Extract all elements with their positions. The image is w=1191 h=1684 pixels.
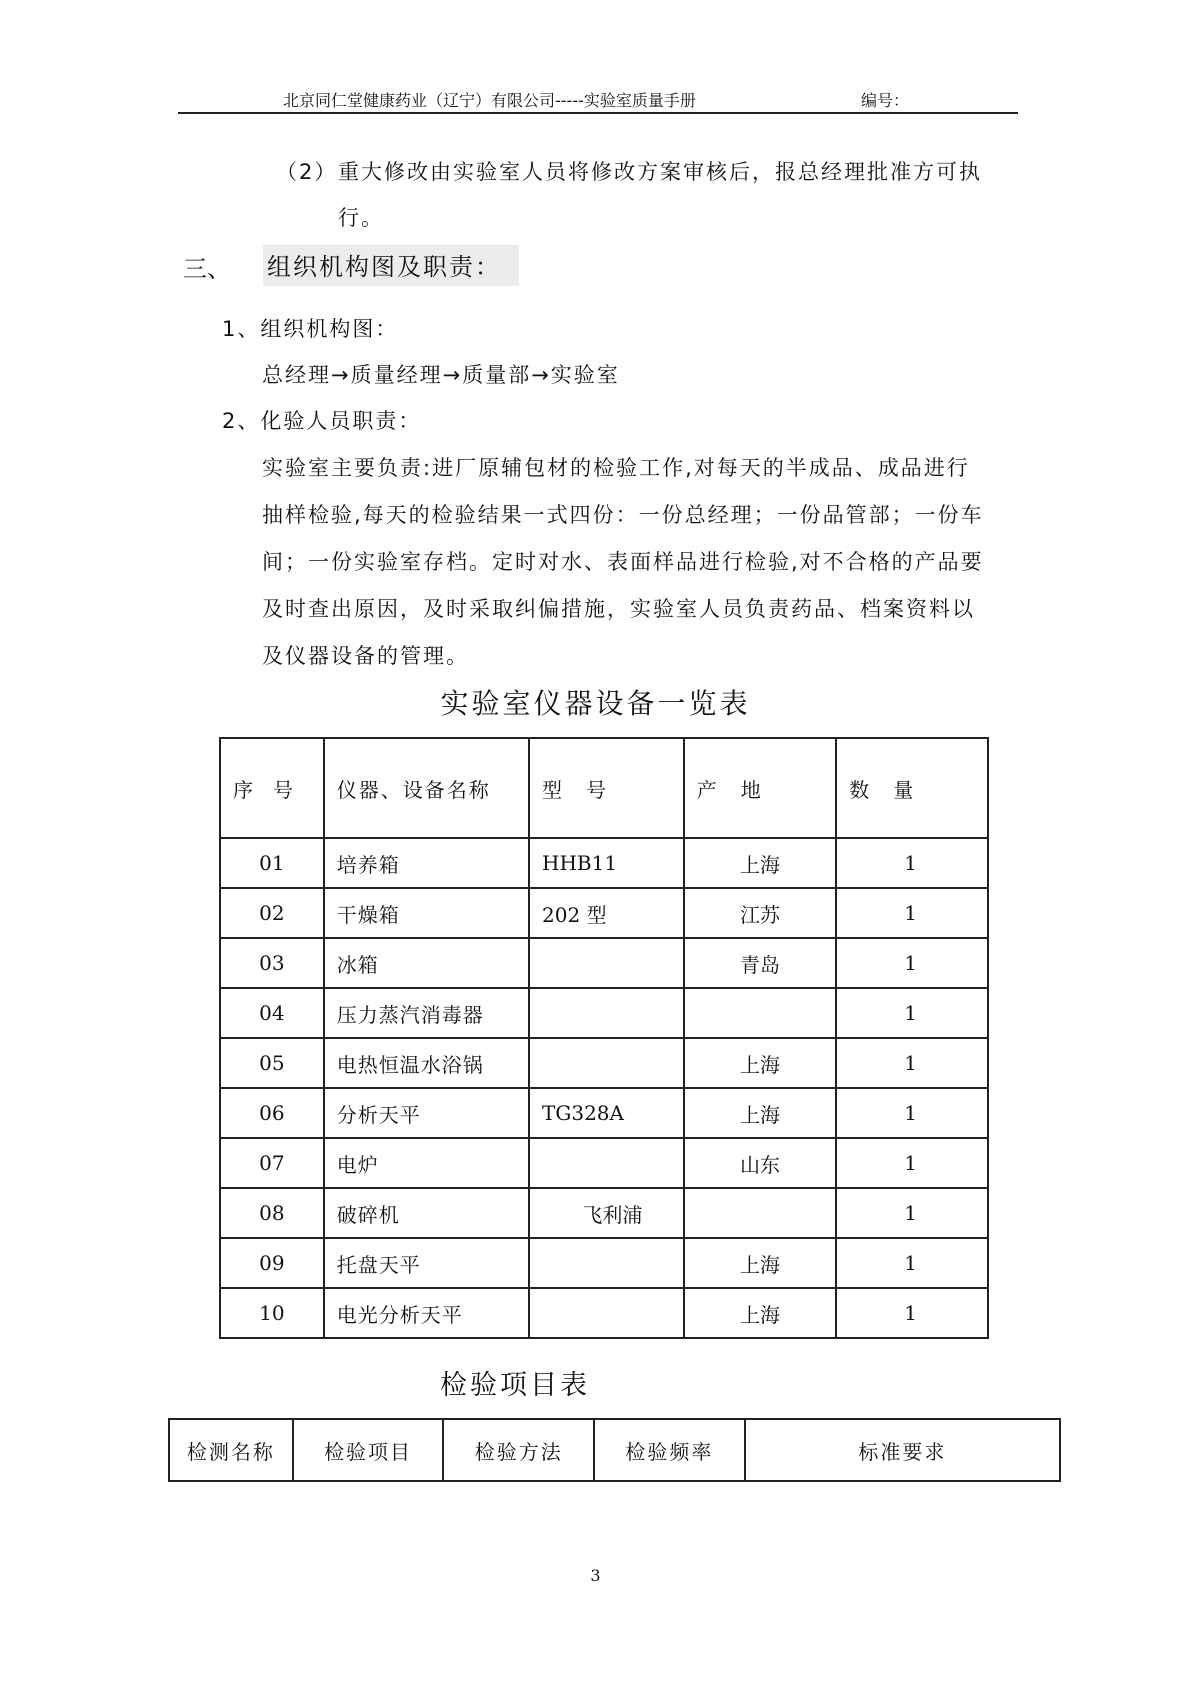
col-header-test-frequency: 检验频率 <box>594 1419 745 1481</box>
cell-origin: 上海 <box>684 1038 837 1088</box>
duties-line: 间；一份实验室存档。定时对水、表面样品进行检验,对不合格的产品要 <box>262 550 984 574</box>
cell-model: HHB11 <box>529 838 684 888</box>
table-row <box>220 1288 988 1338</box>
cell-seq: 10 <box>220 1288 324 1338</box>
cell-model <box>529 1138 684 1188</box>
inspection-table <box>168 1418 1061 1482</box>
col-header-name: 仪器、设备名称 <box>324 738 529 838</box>
duties-line: 及仪器设备的管理。 <box>262 644 469 668</box>
cell-origin: 青岛 <box>684 938 837 988</box>
section3-title: 组织机构图及职责： <box>263 245 519 286</box>
cell-name: 干燥箱 <box>324 888 529 938</box>
table-row <box>220 1088 988 1138</box>
inspection-table-title: 检验项目表 <box>440 1370 590 1401</box>
cell-name: 分析天平 <box>324 1088 529 1138</box>
cell-model <box>529 988 684 1038</box>
cell-seq: 04 <box>220 988 324 1038</box>
cell-name: 电热恒温水浴锅 <box>324 1038 529 1088</box>
equipment-table <box>219 737 989 1339</box>
cell-model: TG328A <box>529 1088 684 1138</box>
cell-name: 破碎机 <box>324 1188 529 1238</box>
header-company: 北京同仁堂健康药业（辽宁）有限公司-----实验室质量手册 <box>283 91 696 110</box>
table-row <box>220 838 988 888</box>
col-header-standard: 标准要求 <box>745 1419 1060 1481</box>
duties-heading: 2、化验人员职责： <box>222 409 422 433</box>
cell-seq: 05 <box>220 1038 324 1088</box>
duties-line: 抽样检验,每天的检验结果一式四份：一份总经理；一份品管部；一份车 <box>262 503 984 527</box>
cell-qty: 1 <box>836 1088 988 1138</box>
cell-qty: 1 <box>836 938 988 988</box>
cell-name: 电光分析天平 <box>324 1288 529 1338</box>
cell-model <box>529 1238 684 1288</box>
item2-line2: 行。 <box>338 206 384 230</box>
cell-seq: 09 <box>220 1238 324 1288</box>
cell-seq: 07 <box>220 1138 324 1188</box>
duties-line: 实验室主要负责:进厂原辅包材的检验工作,对每天的半成品、成品进行 <box>262 456 970 480</box>
table-row <box>220 1188 988 1238</box>
cell-origin <box>684 1188 837 1238</box>
cell-name: 压力蒸汽消毒器 <box>324 988 529 1038</box>
cell-model: 202 型 <box>529 888 684 938</box>
cell-seq: 03 <box>220 938 324 988</box>
cell-qty: 1 <box>836 1238 988 1288</box>
cell-origin <box>684 988 837 1038</box>
item2-number: （2） <box>276 160 338 184</box>
cell-qty: 1 <box>836 1138 988 1188</box>
cell-seq: 01 <box>220 838 324 888</box>
table-row <box>220 988 988 1038</box>
cell-origin: 上海 <box>684 1238 837 1288</box>
col-header-test-method: 检验方法 <box>443 1419 594 1481</box>
cell-model <box>529 938 684 988</box>
cell-origin: 上海 <box>684 838 837 888</box>
section3-number: 三、 <box>183 255 231 283</box>
header-code-label: 编号： <box>861 91 910 110</box>
cell-origin: 江苏 <box>684 888 837 938</box>
cell-name: 电炉 <box>324 1138 529 1188</box>
cell-seq: 06 <box>220 1088 324 1138</box>
col-header-qty: 数 量 <box>836 738 988 838</box>
col-header-test-item: 检验项目 <box>293 1419 444 1481</box>
inspection-table-header-row <box>169 1419 1060 1481</box>
cell-seq: 08 <box>220 1188 324 1238</box>
col-header-seq: 序号 <box>220 738 324 838</box>
equipment-table-header-row <box>220 738 988 838</box>
equipment-table-title: 实验室仪器设备一览表 <box>440 687 751 720</box>
cell-qty: 1 <box>836 838 988 888</box>
col-header-test-name: 检测名称 <box>169 1419 293 1481</box>
table-row <box>220 1238 988 1288</box>
cell-model <box>529 1288 684 1338</box>
duties-line: 及时查出原因，及时采取纠偏措施，实验室人员负责药品、档案资料以 <box>262 597 975 621</box>
page-number: 3 <box>590 1566 601 1585</box>
cell-qty: 1 <box>836 888 988 938</box>
col-header-model: 型 号 <box>529 738 684 838</box>
org-chart: 总经理→质量经理→质量部→实验室 <box>262 363 620 387</box>
col-header-origin: 产 地 <box>684 738 837 838</box>
cell-qty: 1 <box>836 1188 988 1238</box>
cell-name: 培养箱 <box>324 838 529 888</box>
cell-seq: 02 <box>220 888 324 938</box>
org-heading: 1、组织机构图： <box>222 317 399 341</box>
cell-name: 托盘天平 <box>324 1238 529 1288</box>
page-header <box>178 88 1018 114</box>
cell-model <box>529 1038 684 1088</box>
cell-origin: 山东 <box>684 1138 837 1188</box>
item2-line1: 重大修改由实验室人员将修改方案审核后，报总经理批准方可执 <box>338 160 982 184</box>
table-row <box>220 1038 988 1088</box>
cell-model: 飞利浦 <box>529 1188 684 1238</box>
cell-name: 冰箱 <box>324 938 529 988</box>
cell-qty: 1 <box>836 1288 988 1338</box>
cell-origin: 上海 <box>684 1288 837 1338</box>
table-row <box>220 888 988 938</box>
cell-qty: 1 <box>836 988 988 1038</box>
table-row <box>220 1138 988 1188</box>
table-row <box>220 938 988 988</box>
cell-qty: 1 <box>836 1038 988 1088</box>
cell-origin: 上海 <box>684 1088 837 1138</box>
